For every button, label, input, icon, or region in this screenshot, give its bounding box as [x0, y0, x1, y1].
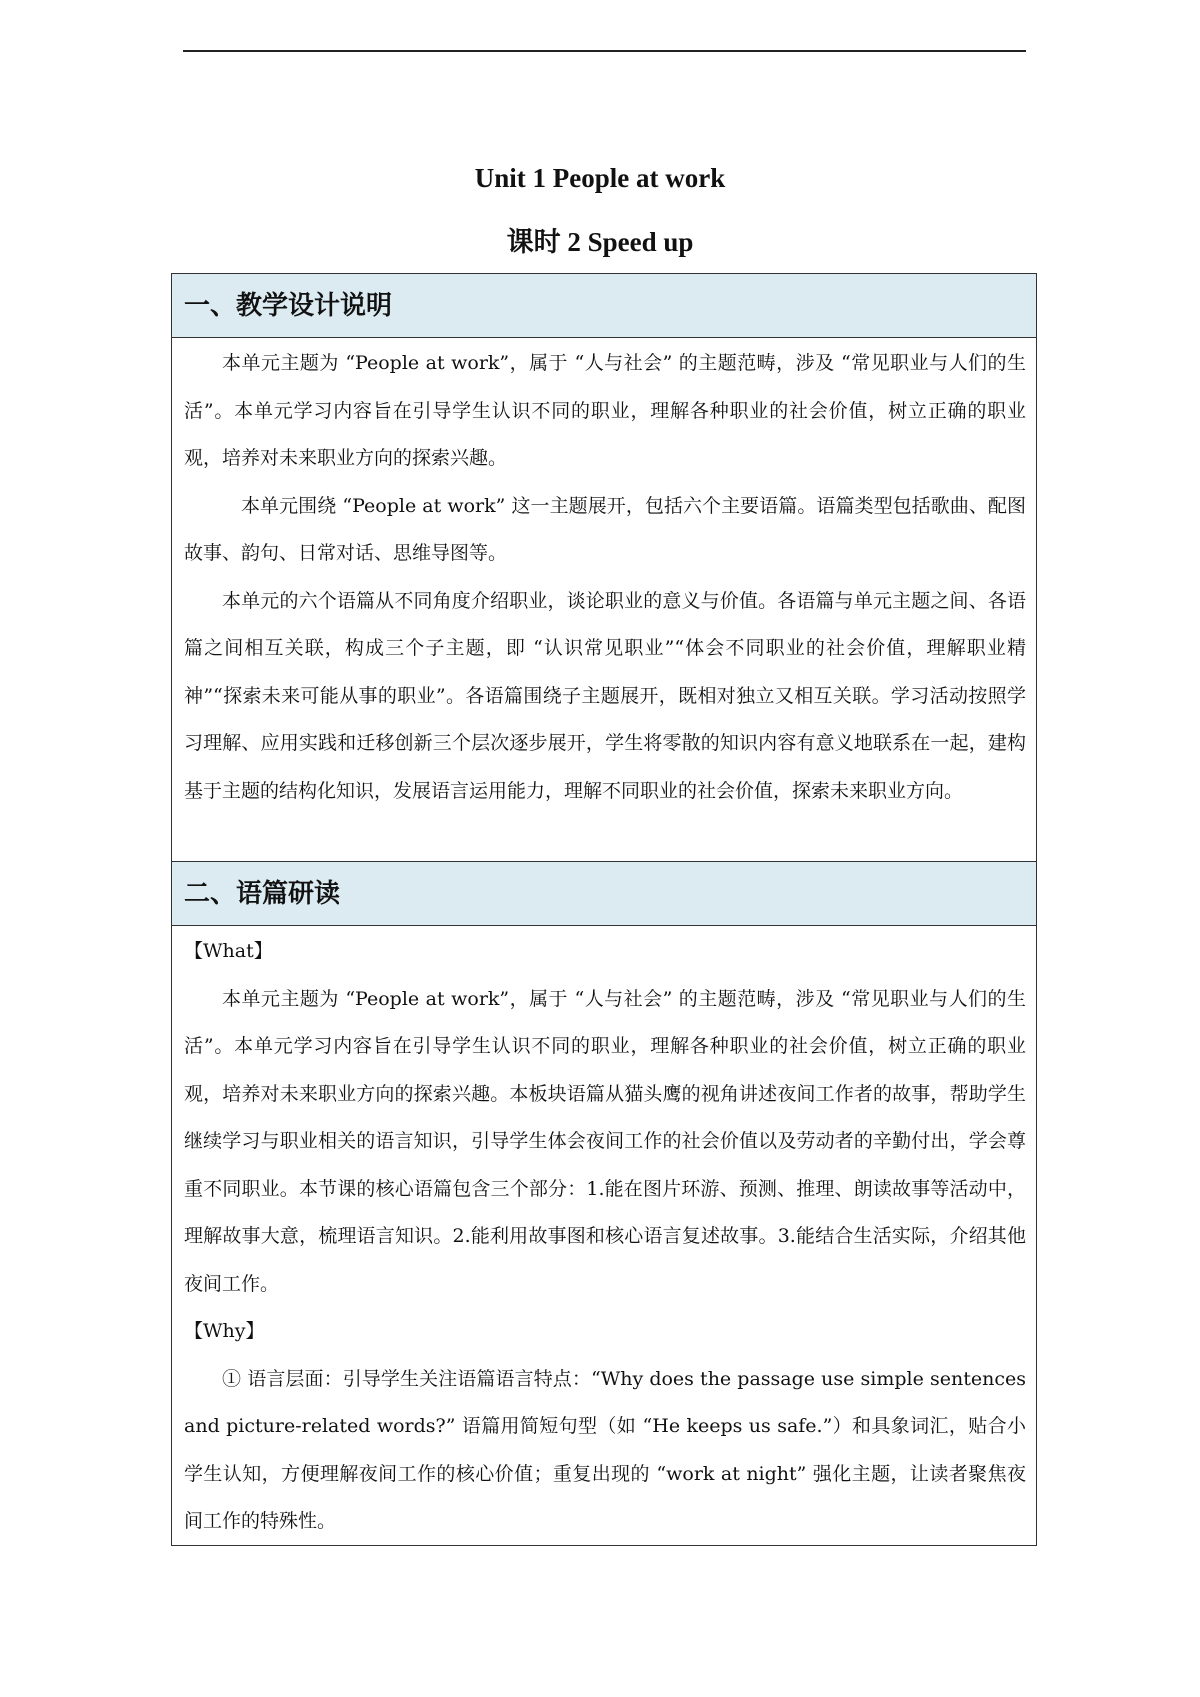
why-label: 【Why】 [184, 1320, 265, 1342]
what-paragraph: 本单元主题为 “People at work”，属于 “人与社会” 的主题范畴，涉及 “常见职业与人们的生活”。本单元学习内容旨在引导学生认识不同的职业，理解各种职业的社会价值，树立正确的职业观，培养对未来职业方向的探索兴趣。本板块语篇从猫头鹰的视角讲述夜间工作者的故事，帮助学生继续学习与职业相关的语言知识，引导学生体会夜间工作的社会价值以及劳动者的辛勤付出，学会尊重不同职业。本节课的核心语篇包含三个部分：1.能在图片环游、预测、推理、朗读故事等活动中，理解故事大意，梳理语言知识。2.能利用故事图和核心语言复述故事。3.能结合生活实际，介绍其他夜间工作。 [184, 987, 1026, 1295]
section-heading-design: 一、教学设计说明 [172, 274, 1036, 338]
design-paragraph-3: 本单元的六个语篇从不同角度介绍职业，谈论职业的意义与价值。各语篇与单元主题之间、各语篇之间相互关联，构成三个子主题，即 “认识常见职业”“体会不同职业的社会价值，理解职业精神”“探索未来可能从事的职业”。各语篇围绕子主题展开，既相对独立又相互关联。学习活动按照学习理解、应用实践和迁移创新三个层次逐步展开，学生将零散的知识内容有意义地联系在一起，建构基于主题的结构化知识，发展语言运用能力，理解不同职业的社会价值，探索未来职业方向。 [184, 589, 1026, 802]
section-heading-text-study: 二、语篇研读 [172, 862, 1036, 926]
design-paragraph-1: 本单元主题为 “People at work”，属于 “人与社会” 的主题范畴，涉及 “常见职业与人们的生活”。本单元学习内容旨在引导学生认识不同的职业，理解各种职业的社会价值，树立正确的职业观，培养对未来职业方向的探索兴趣。 [184, 352, 1026, 469]
lesson-subtitle: 课时 2 Speed up [506, 227, 694, 257]
lesson-plan-table [171, 273, 1037, 1546]
header-rule [183, 50, 1026, 52]
what-label: 【What】 [184, 940, 273, 962]
section-body-text-study [172, 926, 1036, 1545]
why-paragraph: ① 语言层面：引导学生关注语篇语言特点：“Why does the passage use simple sentences and picture-related words?” 语篇用简短句型（如 “He keeps us safe.”）和具象词汇，贴合小学生认知，方便理解夜间工作的核心价值；重复出现的 “work at night” 强化主题，让读者聚焦夜间工作的特殊性。 [184, 1367, 1026, 1532]
design-paragraph-2: 本单元围绕 “People at work” 这一主题展开，包括六个主要语篇。语篇类型包括歌曲、配图故事、韵句、日常对话、思维导图等。 [184, 494, 1026, 564]
section-body-design [172, 338, 1036, 862]
document-title: Unit 1 People at work [474, 163, 726, 193]
